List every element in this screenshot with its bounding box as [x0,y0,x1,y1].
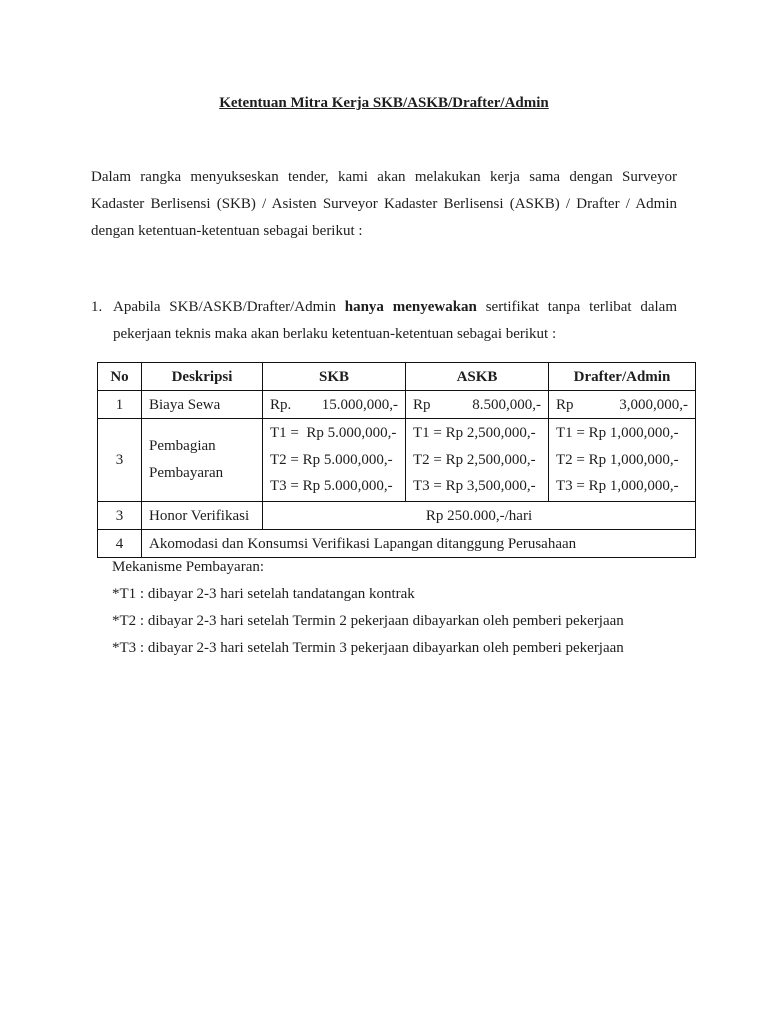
row-number: 3 [98,502,142,530]
table-row-pembagian [98,419,696,502]
list-item-line [113,294,677,321]
drafter-admin-fee-cell [549,391,696,419]
akomodasi-text: Akomodasi dan Konsumsi Verifikasi Lapangan ditanggung Perusahaan [142,530,696,558]
terms-table [97,362,696,558]
term-amount: T1 = Rp 5.000,000,- [270,425,397,442]
row-number: 3 [98,419,142,502]
amount-value: 15.000,000,- [321,396,398,413]
row-label: Biaya Sewa [142,391,263,419]
row-label-line: Pembayaran [149,465,224,481]
drafter-admin-terms-cell [549,419,696,502]
currency-label: Rp [413,396,431,413]
intro-line: Dalam rangka menyukseskan tender, kami akan melakukan kerja sama dengan Surveyor [91,169,677,185]
payment-note: *T3 : dibayar 2-3 hari setelah Termin 3 pekerjaan dibayarkan oleh pemberi pekerjaan [112,640,624,656]
document-title: Ketentuan Mitra Kerja SKB/ASKB/Drafter/Admin [219,95,549,111]
header-askb: ASKB [406,363,549,391]
row-number: 4 [98,530,142,558]
term-amount: T1 = Rp 1,000,000,- [556,425,679,442]
row-label: Honor Verifikasi [142,502,263,530]
honor-value: Rp 250.000,-/hari [263,502,696,530]
term-amount: T1 = Rp 2,500,000,- [413,425,536,442]
askb-fee-cell [406,391,549,419]
payment-mechanism [112,554,624,662]
term-amount: T2 = Rp 1,000,000,- [556,451,679,468]
row-number: 1 [98,391,142,419]
header-no: No [98,363,142,391]
term-amount: T2 = Rp 2,500,000,- [413,451,536,468]
header-drafter-admin: Drafter/Admin [549,363,696,391]
term-amount: T3 = Rp 3,500,000,- [413,478,536,495]
skb-fee-cell [263,391,406,419]
header-skb: SKB [263,363,406,391]
list-item-1 [91,294,677,348]
table-row-honor [98,502,696,530]
payment-note: *T2 : dibayar 2-3 hari setelah Termin 2 pekerjaan dibayarkan oleh pemberi pekerjaan [112,613,624,629]
term-amount: T3 = Rp 1,000,000,- [556,478,679,495]
list-item-body [113,294,677,348]
row-label [142,419,263,502]
intro-line: dengan ketentuan-ketentuan sebagai berikut : [91,223,363,239]
list-number: 1. [91,299,103,315]
header-deskripsi: Deskripsi [142,363,263,391]
list-item-text: sertifikat tanpa terlibat dalam [485,299,678,315]
intro-line: Kadaster Berlisensi (SKB) / Asisten Surveyor Kadaster Berlisensi (ASKB) / Drafter / Admin [91,196,677,212]
table-header-row [98,363,696,391]
currency-label: Rp. [270,396,292,413]
amount-value: 3,000,000,- [619,396,688,413]
term-amount: T3 = Rp 5.000,000,- [270,478,393,495]
list-item-line: pekerjaan teknis maka akan berlaku ketentuan-ketentuan sebagai berikut : [113,326,557,342]
askb-terms-cell [406,419,549,502]
payment-note: *T1 : dibayar 2-3 hari setelah tandatangan kontrak [112,586,415,602]
amount-value: 8.500,000,- [472,396,541,413]
row-label-line: Pembagian [149,438,216,454]
intro-paragraph [91,164,677,245]
table-row-biaya-sewa [98,391,696,419]
term-amount: T2 = Rp 5.000,000,- [270,451,393,468]
skb-terms-cell [263,419,406,502]
emphasis-text: hanya menyewakan [344,299,477,315]
list-item-text: Apabila SKB/ASKB/Drafter/Admin [113,299,336,315]
payment-heading: Mekanisme Pembayaran: [112,559,265,575]
currency-label: Rp [556,396,574,413]
